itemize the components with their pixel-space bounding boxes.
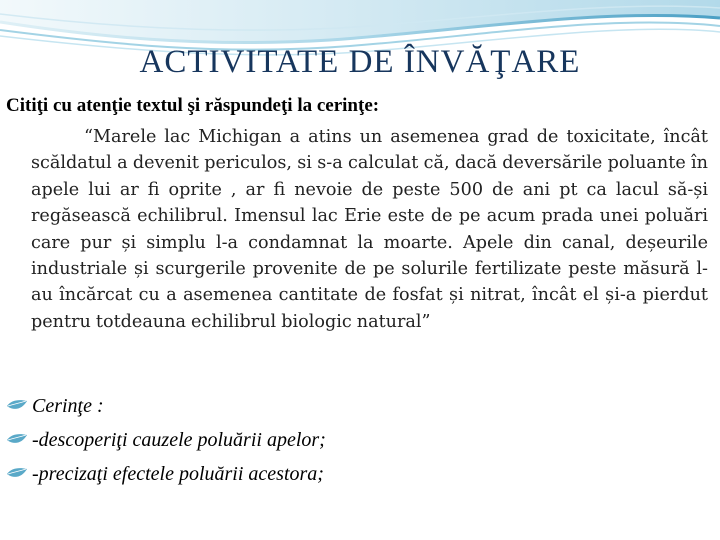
passage-text: “Marele lac Michigan a atins un asemenea grad de toxicitate, încât scăldatul a devenit periculos, si s-a calculat că, dacă deversările poluante în apele lui ar fi oprite , ar fi nevoie de peste 500 de ani pt ca lacul să-și regăsească echilibrul. Imensul lac Erie este de pe acum prada unei poluări care pur și simplu l-a condamnat la moarte. Apele din canal, deșeurile industriale și scurgerile provenite de pe solurile fertilizate peste măsură l-au încărcat cu a asemenea cantitate de fosfat și nitrat, încât el și-a pierdut pentru totdeauna echilibrul biologic natural”	[31, 127, 708, 332]
bullet-list	[6, 389, 326, 491]
bullet-item-cauze	[6, 423, 326, 457]
bullet-label: -precizaţi efectele poluării acestora;	[32, 462, 324, 485]
bullet-item-efecte	[6, 457, 326, 491]
leaf-bullet-icon	[6, 467, 28, 481]
instruction-text: Citiţi cu atenţie textul şi răspundeţi la cerinţe:	[6, 95, 380, 116]
leaf-bullet-icon	[6, 399, 28, 413]
bullet-item-cerinte	[6, 389, 326, 423]
leaf-bullet-icon	[6, 433, 28, 447]
bullet-label: Cerinţe :	[32, 394, 104, 417]
slide-title: ACTIVITATE DE ÎNVĂŢARE	[139, 44, 581, 80]
bullet-label: -descoperiţi cauzele poluării apelor;	[32, 428, 326, 451]
